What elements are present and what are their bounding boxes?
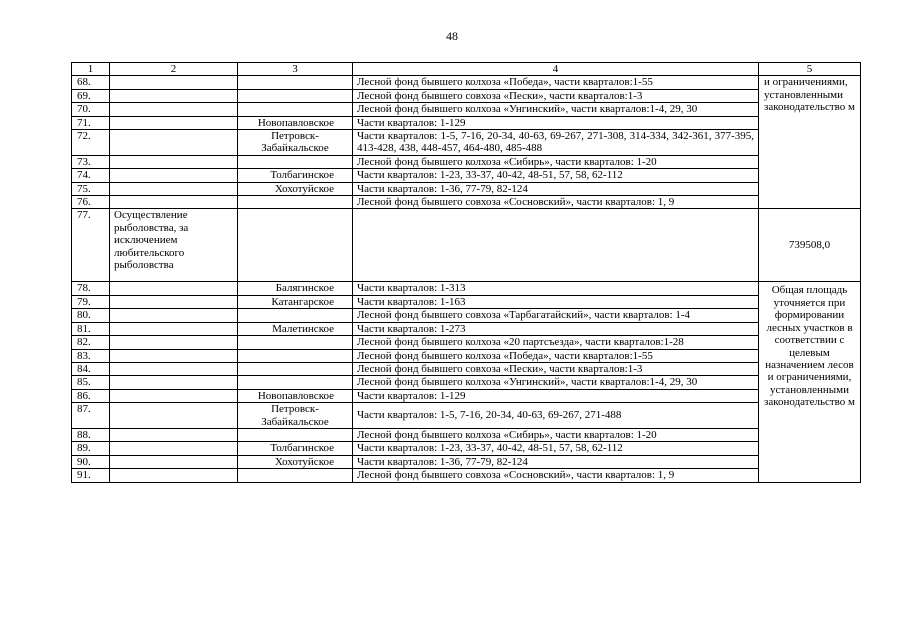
row-number: 72. (72, 130, 110, 156)
district-cell (238, 349, 353, 362)
district-cell (238, 155, 353, 168)
note-cell-bottom: Общая площадь уточняется при формировании лесных участков в соответствии с целевым назначением лесов и ограничениями, установленными законодательство м (759, 282, 861, 482)
district-cell: Катангарское (238, 295, 353, 308)
description-cell: Части кварталов: 1-129 (353, 389, 759, 402)
header-cell: 5 (759, 63, 861, 76)
activity-cell (110, 442, 238, 455)
activity-cell (110, 428, 238, 441)
table-row (72, 282, 861, 295)
district-cell (238, 309, 353, 322)
table-header-row (72, 63, 861, 76)
forest-use-table (71, 62, 861, 483)
activity-cell (110, 376, 238, 389)
description-cell: Лесной фонд бывшего совхоза «Сосновский», части кварталов: 1, 9 (353, 469, 759, 482)
table-row (72, 295, 861, 308)
row-number: 73. (72, 155, 110, 168)
table-row (72, 103, 861, 116)
district-cell (238, 76, 353, 89)
row-number: 76. (72, 196, 110, 209)
activity-cell (110, 336, 238, 349)
header-cell: 2 (110, 63, 238, 76)
table-row (72, 130, 861, 156)
table-row (72, 209, 861, 282)
district-cell (238, 469, 353, 482)
district-cell (238, 89, 353, 102)
table-row (72, 155, 861, 168)
district-cell: Петровск-Забайкальское (238, 403, 353, 429)
row-number: 87. (72, 403, 110, 429)
row-number: 86. (72, 389, 110, 402)
activity-cell (110, 389, 238, 402)
table-row (72, 469, 861, 482)
table-row (72, 169, 861, 182)
district-cell: Хохотуйское (238, 455, 353, 468)
description-cell: Лесной фонд бывшего колхоза «Сибирь», части кварталов: 1-20 (353, 155, 759, 168)
activity-cell (110, 349, 238, 362)
note-cell-top: и ограничениями, установленными законодательство м (759, 76, 861, 209)
row-number: 74. (72, 169, 110, 182)
description-cell: Лесной фонд бывшего колхоза «Унгинский», части кварталов:1-4, 29, 30 (353, 376, 759, 389)
description-cell: Части кварталов: 1-36, 77-79, 82-124 (353, 182, 759, 195)
table-row (72, 389, 861, 402)
description-cell: Лесной фонд бывшего совхоза «Тарбагатайский», части кварталов: 1-4 (353, 309, 759, 322)
table-row (72, 116, 861, 129)
district-cell: Новопавловское (238, 116, 353, 129)
row-number: 80. (72, 309, 110, 322)
activity-cell (110, 403, 238, 429)
row-number: 81. (72, 322, 110, 335)
header-cell: 3 (238, 63, 353, 76)
activity-cell (110, 455, 238, 468)
activity-cell (110, 103, 238, 116)
description-cell: Лесной фонд бывшего совхоза «Сосновский», части кварталов: 1, 9 (353, 196, 759, 209)
district-cell: Малетинское (238, 322, 353, 335)
district-cell: Новопавловское (238, 389, 353, 402)
row-number: 91. (72, 469, 110, 482)
table-row (72, 196, 861, 209)
table-row (72, 428, 861, 441)
activity-cell (110, 282, 238, 295)
row-number: 84. (72, 362, 110, 375)
row-number: 68. (72, 76, 110, 89)
table-row (72, 322, 861, 335)
district-cell: Толбагинское (238, 169, 353, 182)
district-cell (238, 196, 353, 209)
row-number: 70. (72, 103, 110, 116)
row-number: 88. (72, 428, 110, 441)
activity-cell (110, 469, 238, 482)
header-cell: 1 (72, 63, 110, 76)
table-row (72, 336, 861, 349)
district-cell: Петровск-Забайкальское (238, 130, 353, 156)
table-row (72, 455, 861, 468)
table-row (72, 182, 861, 195)
table-row (72, 349, 861, 362)
activity-cell (110, 76, 238, 89)
activity-cell (110, 309, 238, 322)
activity-cell: Осуществление рыболовства, за исключением любительского рыболовства (110, 209, 238, 282)
activity-cell (110, 362, 238, 375)
row-number: 90. (72, 455, 110, 468)
description-cell: Части кварталов: 1-273 (353, 322, 759, 335)
table-row (72, 376, 861, 389)
row-number: 71. (72, 116, 110, 129)
row-number: 85. (72, 376, 110, 389)
table-row (72, 309, 861, 322)
header-cell: 4 (353, 63, 759, 76)
description-cell: Части кварталов: 1-23, 33-37, 40-42, 48-51, 57, 58, 62-112 (353, 442, 759, 455)
district-cell (238, 103, 353, 116)
description-cell: Части кварталов: 1-313 (353, 282, 759, 295)
activity-cell (110, 130, 238, 156)
description-cell: Части кварталов: 1-36, 77-79, 82-124 (353, 455, 759, 468)
description-cell: Лесной фонд бывшего колхоза «Сибирь», части кварталов: 1-20 (353, 428, 759, 441)
table-row (72, 89, 861, 102)
table-row (72, 442, 861, 455)
page-number: 48 (446, 29, 458, 43)
row-number: 75. (72, 182, 110, 195)
row-number: 79. (72, 295, 110, 308)
row-number: 83. (72, 349, 110, 362)
activity-cell (110, 169, 238, 182)
district-cell: Толбагинское (238, 442, 353, 455)
district-cell (238, 209, 353, 282)
description-cell: Части кварталов: 1-23, 33-37, 40-42, 48-51, 57, 58, 62-112 (353, 169, 759, 182)
district-cell (238, 362, 353, 375)
area-value: 739508,0 (759, 209, 861, 282)
district-cell (238, 376, 353, 389)
table-row (72, 76, 861, 89)
row-number: 69. (72, 89, 110, 102)
description-cell: Части кварталов: 1-163 (353, 295, 759, 308)
activity-cell (110, 89, 238, 102)
description-cell: Лесной фонд бывшего совхоза «Пески», части кварталов:1-3 (353, 362, 759, 375)
table-row (72, 362, 861, 375)
description-cell: Лесной фонд бывшего колхоза «Победа», части кварталов:1-55 (353, 76, 759, 89)
description-cell: Лесной фонд бывшего колхоза «20 партсъезда», части кварталов:1-28 (353, 336, 759, 349)
activity-cell (110, 155, 238, 168)
description-cell: Части кварталов: 1-5, 7-16, 20-34, 40-63, 69-267, 271-488 (353, 403, 759, 429)
district-cell (238, 428, 353, 441)
activity-cell (110, 322, 238, 335)
row-number: 89. (72, 442, 110, 455)
table-row (72, 403, 861, 429)
activity-cell (110, 182, 238, 195)
description-cell: Лесной фонд бывшего совхоза «Пески», части кварталов:1-3 (353, 89, 759, 102)
row-number: 78. (72, 282, 110, 295)
district-cell: Хохотуйское (238, 182, 353, 195)
description-cell: Части кварталов: 1-5, 7-16, 20-34, 40-63, 69-267, 271-308, 314-334, 342-361, 377-395, 413-428, 438, 448-457, 464-480, 485-488 (353, 130, 759, 156)
row-number: 77. (72, 209, 110, 282)
district-cell (238, 336, 353, 349)
description-cell (353, 209, 759, 282)
description-cell: Лесной фонд бывшего колхоза «Победа», части кварталов:1-55 (353, 349, 759, 362)
description-cell: Лесной фонд бывшего колхоза «Унгинский», части кварталов:1-4, 29, 30 (353, 103, 759, 116)
activity-cell (110, 295, 238, 308)
description-cell: Части кварталов: 1-129 (353, 116, 759, 129)
row-number: 82. (72, 336, 110, 349)
activity-cell (110, 196, 238, 209)
activity-cell (110, 116, 238, 129)
district-cell: Балягинское (238, 282, 353, 295)
